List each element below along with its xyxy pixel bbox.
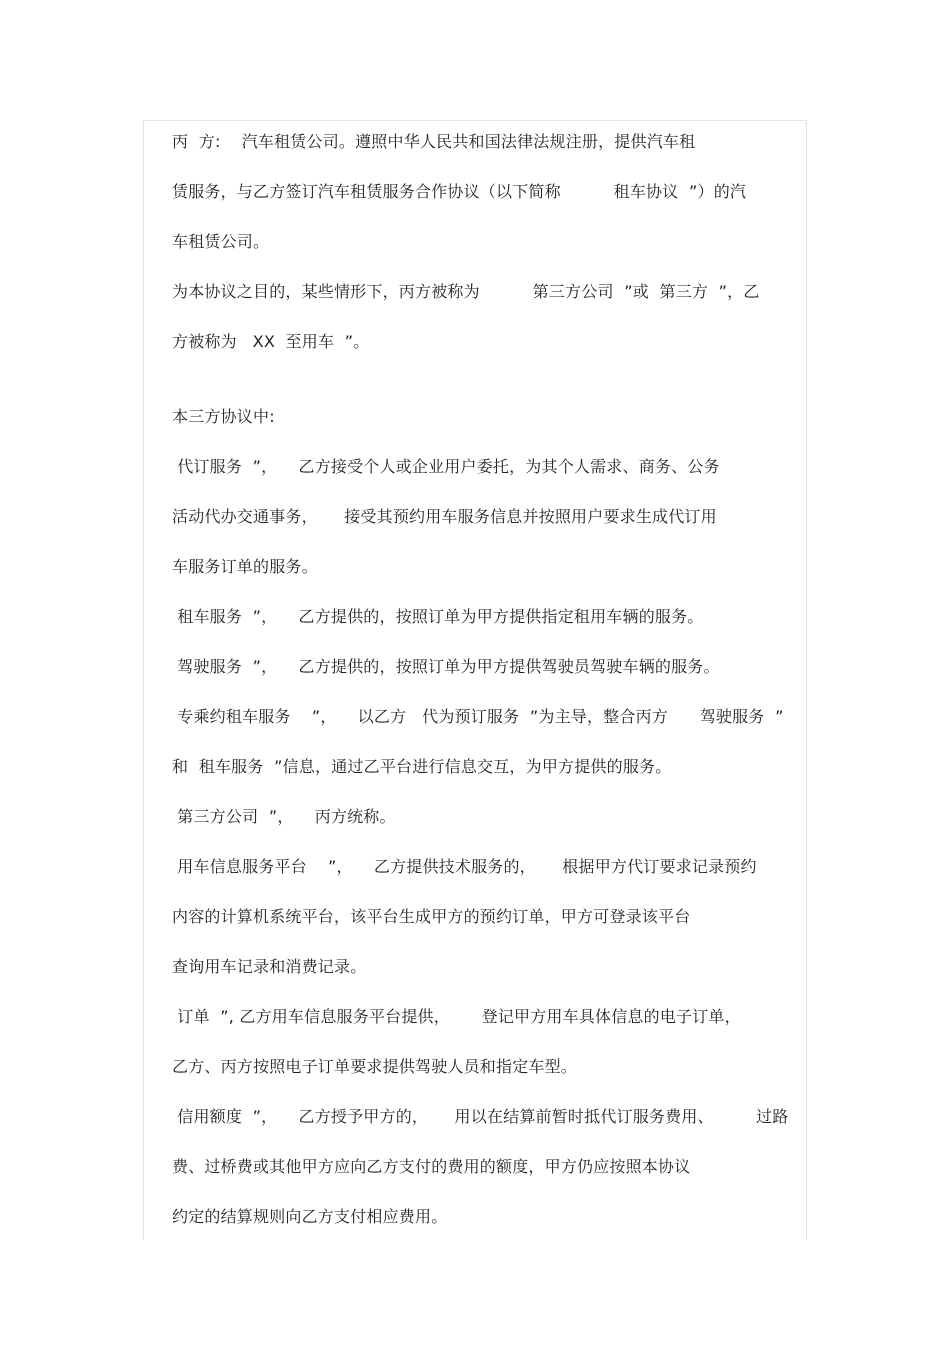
text-line: 赁服务，与乙方签订汽车租赁服务合作协议（以下简称 租车协议 ”）的汽 bbox=[172, 182, 747, 201]
text-line: 和 租车服务 ”信息，通过乙平台进行信息交互，为甲方提供的服务。 bbox=[172, 757, 672, 776]
text-line: 约定的结算规则向乙方支付相应费用。 bbox=[172, 1207, 448, 1226]
text-line: 费、过桥费或其他甲方应向乙方支付的费用的额度，甲方仍应按照本协议 bbox=[172, 1157, 691, 1176]
section-heading: 本三方协议中: bbox=[172, 407, 275, 426]
text-line: 乙方、丙方按照电子订单要求提供驾驶人员和指定车型。 bbox=[172, 1057, 578, 1076]
text-line: 为本协议之目的，某些情形下，丙方被称为 第三方公司 ”或 第三方 ”，乙 bbox=[172, 282, 760, 301]
text-line: 内容的计算机系统平台，该平台生成甲方的预约订单，甲方可登录该平台 bbox=[172, 907, 691, 926]
definition-line: 用车信息服务平台 ”， 乙方提供技术服务的， 根据甲方代订要求记录预约 bbox=[172, 857, 757, 876]
text-line: 丙 方: 汽车租赁公司。遵照中华人民共和国法律法规注册，提供汽车租 bbox=[172, 132, 696, 151]
definition-line: 代订服务 ”， 乙方接受个人或企业用户委托，为其个人需求、商务、公务 bbox=[172, 457, 720, 476]
definition-line: 专乘约租车服务 ”， 以乙方 代为预订服务 ”为主导，整合丙方 驾驶服务 ” bbox=[172, 707, 784, 726]
definition-line: 驾驶服务 ”， 乙方提供的，按照订单为甲方提供驾驶员驾驶车辆的服务。 bbox=[172, 657, 720, 676]
text-line: 方被称为 XX 至用车 ”。 bbox=[172, 332, 370, 351]
definition-line: 第三方公司 ”， 丙方统称。 bbox=[172, 807, 396, 826]
text-line: 查询用车记录和消费记录。 bbox=[172, 957, 367, 976]
definition-line: 订单 ”, 乙方用车信息服务平台提供， 登记甲方用车具体信息的电子订单， bbox=[172, 1007, 741, 1026]
text-line: 车服务订单的服务。 bbox=[172, 557, 318, 576]
text-line: 车租赁公司。 bbox=[172, 232, 270, 251]
definition-line: 信用额度 ”， 乙方授予甲方的， 用以在结算前暂时抵代订服务费用、 过路 bbox=[172, 1107, 789, 1126]
definition-line: 租车服务 ”， 乙方提供的，按照订单为甲方提供指定租用车辆的服务。 bbox=[172, 607, 704, 626]
text-line: 活动代办交通事务， 接受其预约用车服务信息并按照用户要求生成代订用 bbox=[172, 507, 717, 526]
